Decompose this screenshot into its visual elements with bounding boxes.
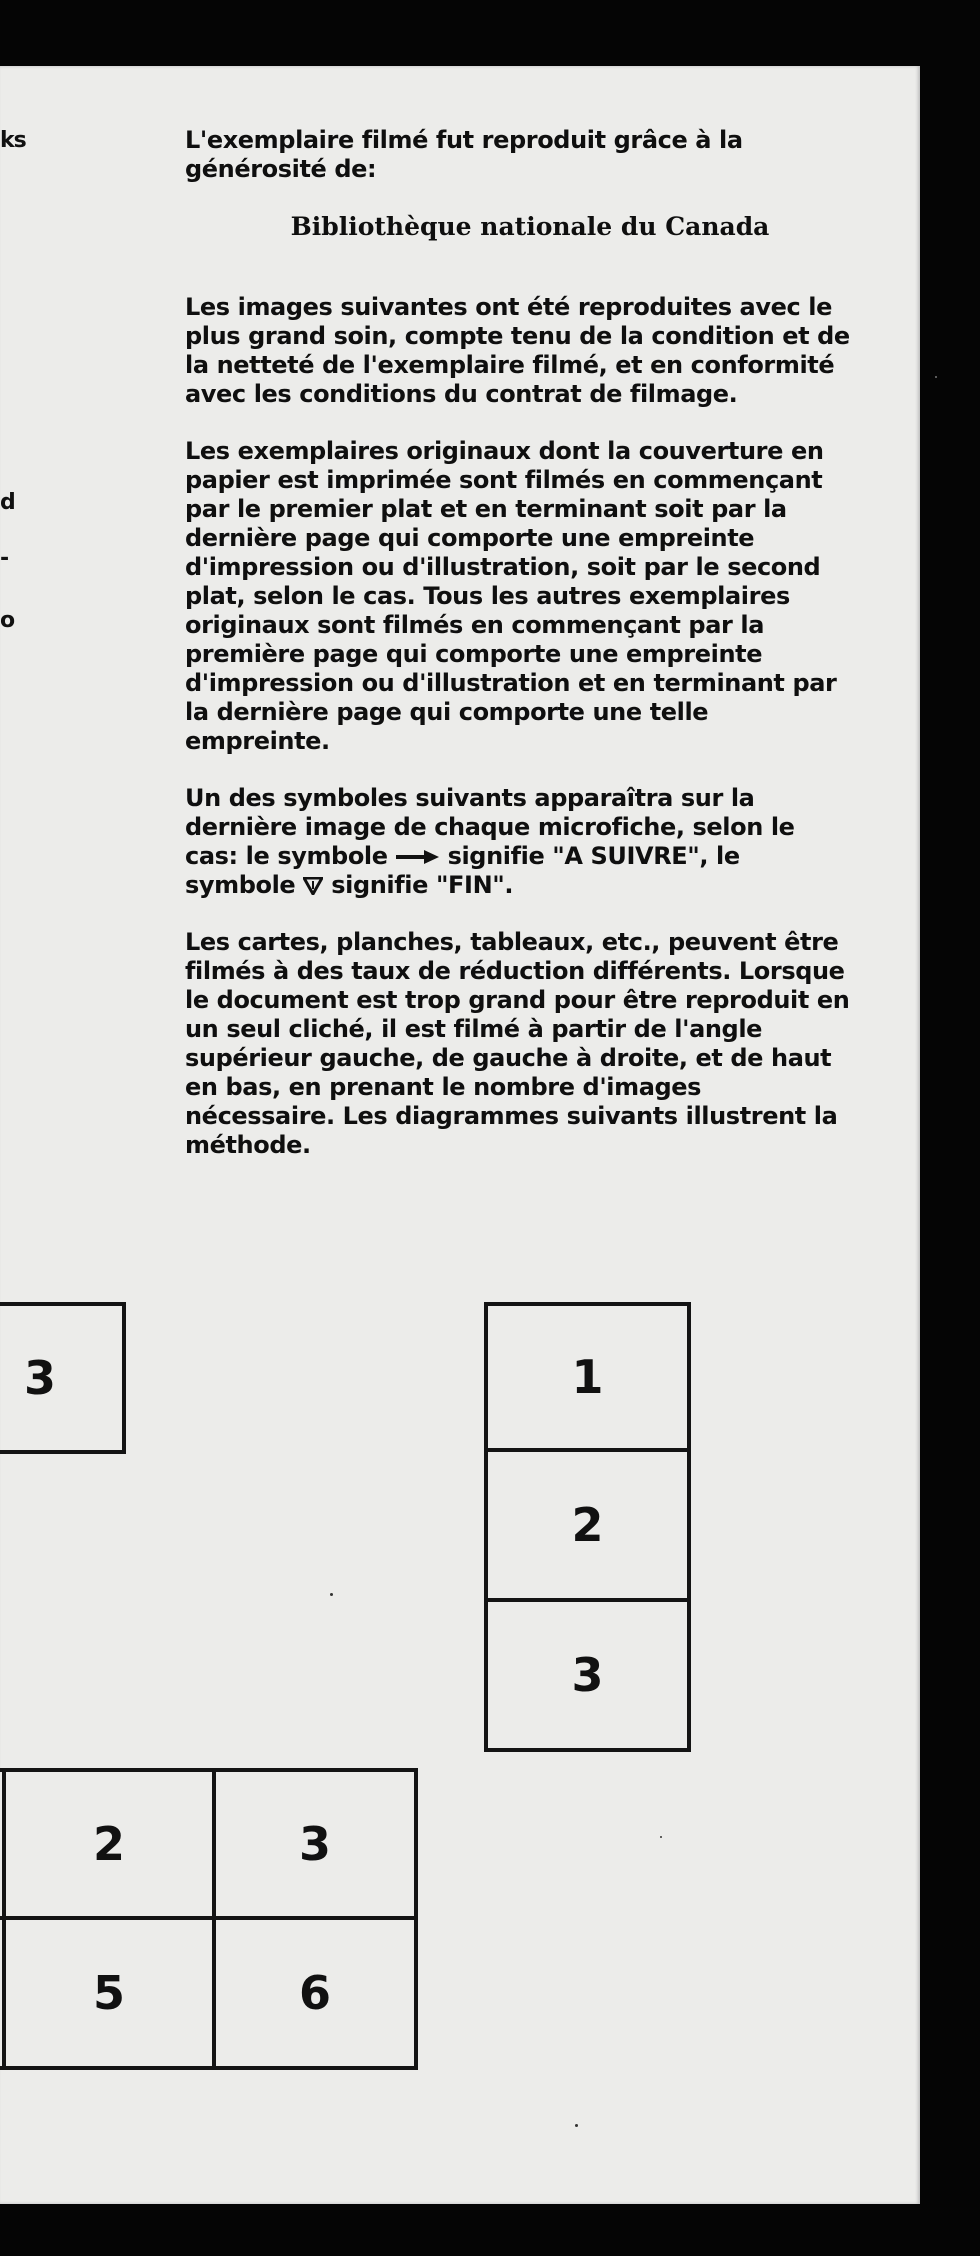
edge-fragment: ks [0,128,26,153]
scan-speck [660,1836,662,1838]
frame-number: 3 [571,1647,604,1702]
symbols-text-3: signifie "FIN". [331,871,514,899]
paragraph-originals: Les exemplaires originaux dont la couverture en papier est imprimée sont filmés en commençant par le premier plat et en terminant soit par la dernière page qui comporte une empreinte d'impression ou d'illustration, soit par le second plat, selon le cas. Tous les autres exemplaires originaux sont filmés en commençant par la première page qui comporte une empreinte d'impression ou d'illustration et en terminant par la dernière page qui comporte une telle empreinte. [185,437,837,755]
paragraph-care: Les images suivantes ont été reproduites avec le plus grand soin, compte tenu de la condition et de la netteté de l'exemplaire filmé, et en conformité avec les conditions du contrat de filmage. [185,293,850,408]
scan-speck [330,1593,333,1596]
diagram-grid-cell-5 [2,1916,216,2070]
edge-fragment: o [0,608,15,633]
frame-number: 2 [571,1497,604,1552]
diagram-single-frame [0,1302,126,1454]
frame-number: 6 [298,1966,331,2020]
scan-speck [575,2124,578,2127]
edge-fragment: d [0,490,15,515]
scan-speck [935,376,937,378]
frame-number: 3 [298,1817,331,1871]
diagram-grid-cell-2 [2,1768,216,1920]
end-triangle-icon [303,877,323,895]
document-page [0,66,920,2204]
frame-number: 5 [92,1966,125,2020]
intro-line: L'exemplaire filmé fut reproduit grâce à la générosité de: [185,126,743,183]
french-notice-column [185,126,855,1188]
frame-number: 3 [23,1351,56,1405]
symbols-text-2: signifie "A SUIVRE", le symbole [185,842,740,899]
edge-fragment: - [0,546,9,571]
symbols-text-1: Un des symboles suivants apparaîtra sur la dernière image de chaque microfiche, selon le cas: le symbole [185,784,795,870]
diagram-grid-cell-3 [212,1768,418,1920]
diagram-grid-cell-6 [212,1916,418,2070]
library-name: Bibliothèque nationale du Canada [290,212,770,241]
diagram-vertical-frame-2 [484,1448,691,1602]
diagram-vertical-frame-1 [484,1302,691,1452]
paragraph-symbols [185,784,855,900]
paragraph-method: Les cartes, planches, tableaux, etc., peuvent être filmés à des taux de réduction différents. Lorsque le document est trop grand pour être reproduit en un seul cliché, il est filmé à partir de l'angle supérieur gauche, de gauche à droite, et de haut en bas, en prenant le nombre d'images nécessaire. Les diagrammes suivants illustrent la méthode. [185,928,850,1159]
frame-number: 1 [571,1350,604,1404]
frame-number: 2 [92,1817,125,1871]
diagram-vertical-frame-3 [484,1598,691,1752]
arrow-right-icon [396,848,440,866]
